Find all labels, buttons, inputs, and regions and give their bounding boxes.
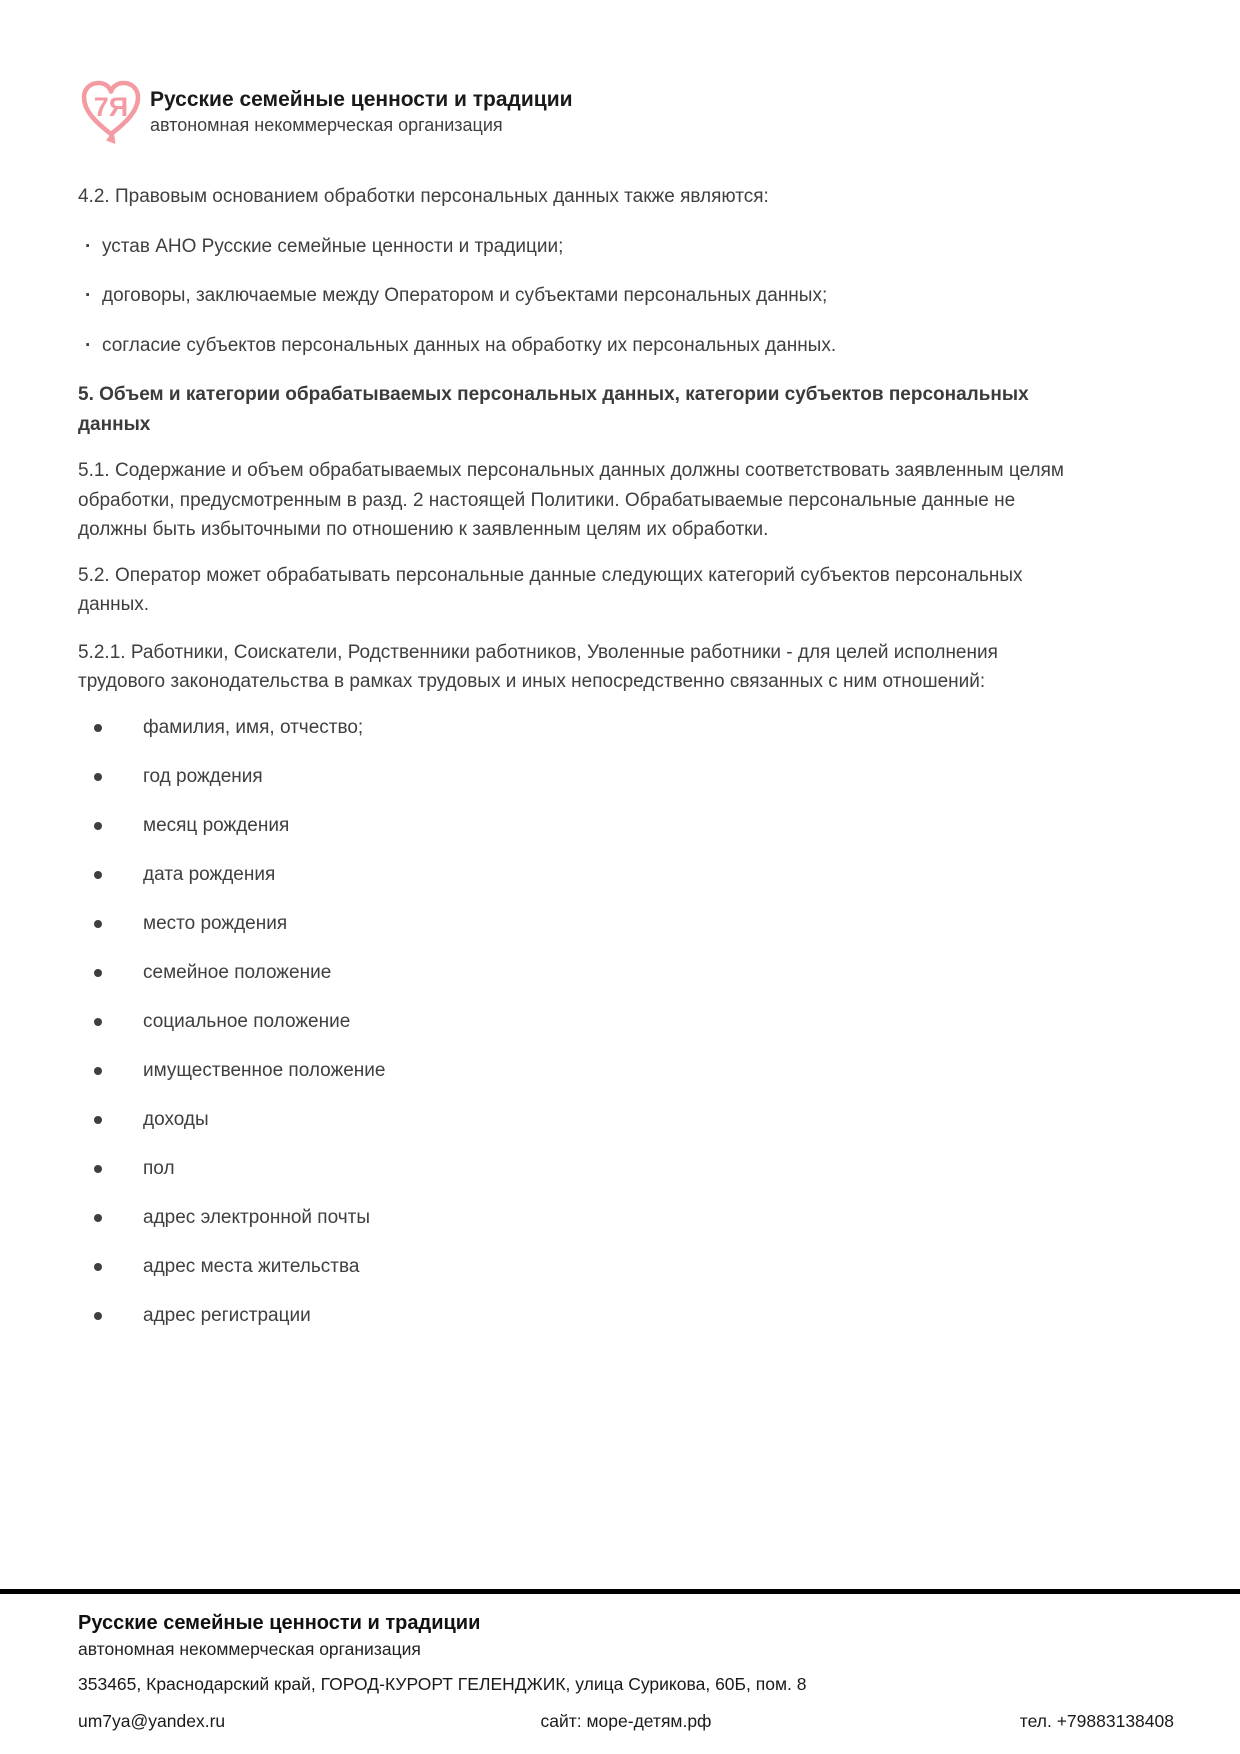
list-item-text: устав АНО Русские семейные ценности и традиции;: [102, 235, 564, 257]
footer: [78, 1610, 1174, 1733]
list-item: [78, 958, 1083, 988]
list-item-text: договоры, заключаемые между Оператором и субъектами персональных данных;: [102, 285, 828, 306]
list-item: [78, 762, 1083, 792]
list-item-text: адрес электронной почты: [143, 1206, 370, 1228]
letterhead: [80, 80, 573, 158]
list-item: [78, 281, 1083, 311]
personal-data-list: [78, 713, 1083, 1331]
disc-bullet-icon: [94, 1263, 102, 1271]
list-item-text: доходы: [143, 1108, 209, 1130]
disc-bullet-icon: [94, 1165, 102, 1173]
heart-logo-icon: [80, 80, 142, 158]
disc-bullet-icon: [94, 920, 102, 928]
dot-bullet-icon: [85, 232, 91, 262]
section-5-heading: 5. Объем и категории обрабатываемых персональных данных, категории субъектов персональных данных: [78, 384, 1029, 435]
list-item: [78, 1301, 1083, 1331]
org-name: Русские семейные ценности и традиции: [150, 88, 573, 111]
paragraph-5-2-1: 5.2.1. Работники, Соискатели, Родственники работников, Уволенные работники - для целей исполнения трудового законодательства в рамках трудовых и иных непосредственно связанных с ним отношений:: [78, 641, 998, 692]
letterhead-text: [150, 80, 573, 137]
footer-address: 353465, Краснодарский край, ГОРОД-КУРОРТ ГЕЛЕНДЖИК, улица Сурикова, 60Б, пом. 8: [78, 1674, 807, 1694]
dot-bullet-icon: [85, 281, 91, 311]
legal-basis-list: [78, 232, 1083, 361]
list-item-text: адрес регистрации: [143, 1304, 311, 1326]
paragraph-5-2: 5.2. Оператор может обрабатывать персональные данные следующих категорий субъектов персональных данных.: [78, 564, 1023, 615]
disc-bullet-icon: [94, 1067, 102, 1075]
footer-site: сайт: море-детям.рф: [540, 1711, 712, 1731]
footer-phone: тел. +79883138408: [1019, 1711, 1174, 1731]
list-item-text: согласие субъектов персональных данных на обработку их персональных данных.: [102, 334, 837, 356]
footer-org-name: Русские семейные ценности и традиции: [78, 1612, 481, 1634]
footer-contacts-row: [78, 1709, 1174, 1733]
disc-bullet-icon: [94, 773, 102, 781]
disc-bullet-icon: [94, 724, 102, 732]
org-type: автономная некоммерческая организация: [150, 115, 503, 135]
disc-bullet-icon: [94, 969, 102, 977]
paragraph-5-1: 5.1. Содержание и объем обрабатываемых персональных данных должны соответствовать заявленным целям обработки, предусмотренным в разд. 2 настоящей Политики. Обрабатываемые персональные данные не должны быть избыточными по отношению к заявленным целям их обработки.: [78, 460, 1064, 540]
list-item-text: месяц рождения: [143, 814, 290, 836]
footer-divider: [0, 1589, 1240, 1594]
list-item: [78, 811, 1083, 841]
list-item-text: адрес места жительства: [143, 1255, 360, 1277]
list-item-text: год рождения: [143, 765, 263, 787]
list-item: [78, 1105, 1083, 1135]
list-item-text: место рождения: [143, 912, 288, 934]
footer-org-type: автономная некоммерческая организация: [78, 1639, 421, 1659]
disc-bullet-icon: [94, 1116, 102, 1124]
document-body: [78, 182, 1083, 1350]
disc-bullet-icon: [94, 1312, 102, 1320]
list-item: [78, 713, 1083, 743]
disc-bullet-icon: [94, 1018, 102, 1026]
list-item: [78, 909, 1083, 939]
list-item: [78, 1203, 1083, 1233]
list-item-text: имущественное положение: [143, 1059, 386, 1081]
disc-bullet-icon: [94, 822, 102, 830]
disc-bullet-icon: [94, 1214, 102, 1222]
logo-monogram: 7Я: [93, 92, 129, 122]
dot-bullet-icon: [85, 331, 91, 361]
list-item: [78, 1154, 1083, 1184]
list-item: [78, 1007, 1083, 1037]
paragraph-4-2: 4.2. Правовым основанием обработки персональных данных также являются:: [78, 186, 769, 207]
list-item-text: фамилия, имя, отчество;: [143, 716, 364, 738]
list-item: [78, 1056, 1083, 1086]
disc-bullet-icon: [94, 871, 102, 879]
list-item-text: дата рождения: [143, 863, 276, 885]
list-item-text: социальное положение: [143, 1010, 351, 1032]
list-item: [78, 1252, 1083, 1282]
list-item: [78, 331, 1083, 361]
list-item: [78, 232, 1083, 262]
footer-email: um7ya@yandex.ru: [78, 1711, 226, 1731]
list-item-text: пол: [143, 1157, 175, 1179]
list-item: [78, 860, 1083, 890]
list-item-text: семейное положение: [143, 961, 332, 983]
